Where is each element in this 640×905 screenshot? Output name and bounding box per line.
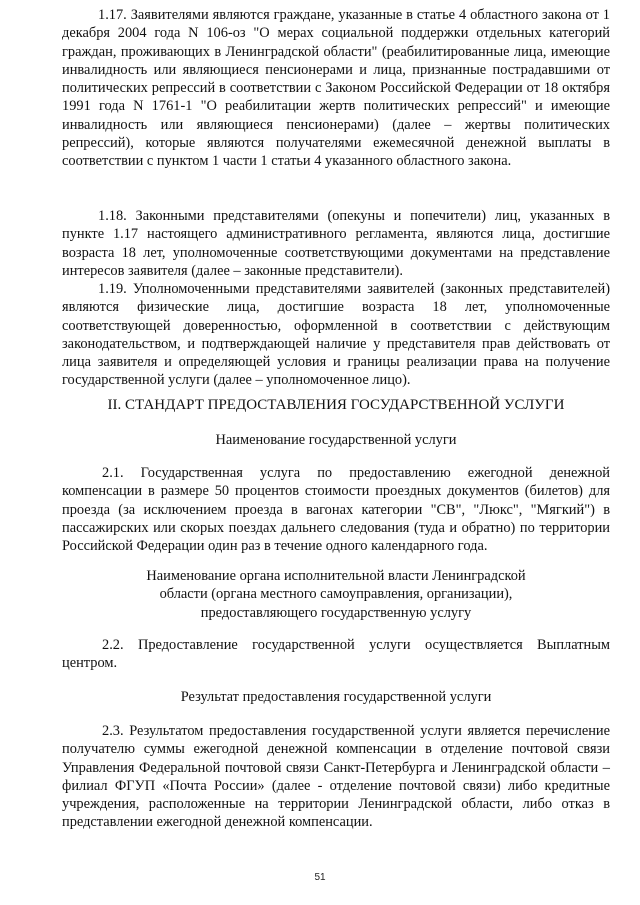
paragraph-1-19: 1.19. Уполномоченными представителями заявителей (законных представителей) являются физические лица, достигшие возраста 18 лет, уполномоченные соответствующей доверенностью, оформленной в соответствии с действующим законодательством, и подтверждающей наличие у представителя прав действовать от лица заявителя и определяющей условия и границы реализации права на получение государственной услуги (далее – уполномоченное лицо). bbox=[62, 281, 610, 389]
document-page bbox=[62, 0, 610, 905]
authority-line-2: области (органа местного самоуправления, организации), bbox=[159, 586, 513, 603]
subheading-authority bbox=[62, 567, 610, 622]
paragraph-1-18: 1.18. Законными представителями (опекуны и попечители) лиц, указанных в пункте 1.17 настоящего административного регламента, являются лица, достигшие возраста 18 лет, уполномоченные соответствующими документами на представление интересов заявителя (далее – законные представители). bbox=[62, 208, 610, 279]
paragraph-2-3: 2.3. Результатом предоставления государственной услуги является перечисление получателю суммы ежегодной денежной компенсации в отделение почтовой связи Управления Федеральной почтовой связи Санкт-Петербурга и Ленинградской области – филиал ФГУП «Почта России» (далее - отделение почтовой связи) либо кредитные учреждения, расположенные на территории Ленинградской области, либо отказ в представлении ежегодной денежной компенсации. bbox=[62, 723, 610, 831]
authority-line-1: Наименование органа исполнительной власти Ленинградской bbox=[146, 568, 526, 584]
section-heading: II. СТАНДАРТ ПРЕДОСТАВЛЕНИЯ ГОСУДАРСТВЕННОЙ УСЛУГИ bbox=[107, 397, 565, 413]
subheading-result: Результат предоставления государственной услуги bbox=[180, 689, 492, 705]
paragraph-2-1: 2.1. Государственная услуга по предоставлению ежегодной денежной компенсации в размере 50 процентов стоимости проездных документов (билетов) для проезда (за исключением проезда в вагонах категории "СВ", "Люкс", "Мягкий") в пассажирских или скорых поездах дальнего следования (туда и обратно) по территории Российской Федерации один раз в течение одного календарного года. bbox=[62, 465, 610, 555]
authority-line-3: предоставляющего государственную услугу bbox=[200, 604, 472, 621]
paragraph-1-17: 1.17. Заявителями являются граждане, указанные в статье 4 областного закона от 1 декабря 2004 года N 106-оз "О мерах социальной поддержки отдельных категорий граждан, проживающих в Ленинградской области" (реабилитированные лица, имеющие инвалидность или являющиеся пенсионерами и лица, признанные пострадавшими от политических репрессий в соответствии с Законом Российской Федерации от 18 октября 1991 года N 1761-1 "О реабилитации жертв политических репрессий" и имеющие инвалидность или являющиеся пенсионерами) (далее – жертвы политических репрессий), которые являются получателями ежемесячной денежной выплаты в соответствии с пунктом 1 части 1 статьи 4 указанного областного закона. bbox=[62, 7, 610, 170]
page-number: 51 bbox=[314, 872, 326, 883]
subheading-service-name: Наименование государственной услуги bbox=[215, 432, 457, 448]
paragraph-2-2: 2.2. Предоставление государственной услуги осуществляется Выплатным центром. bbox=[62, 637, 610, 672]
